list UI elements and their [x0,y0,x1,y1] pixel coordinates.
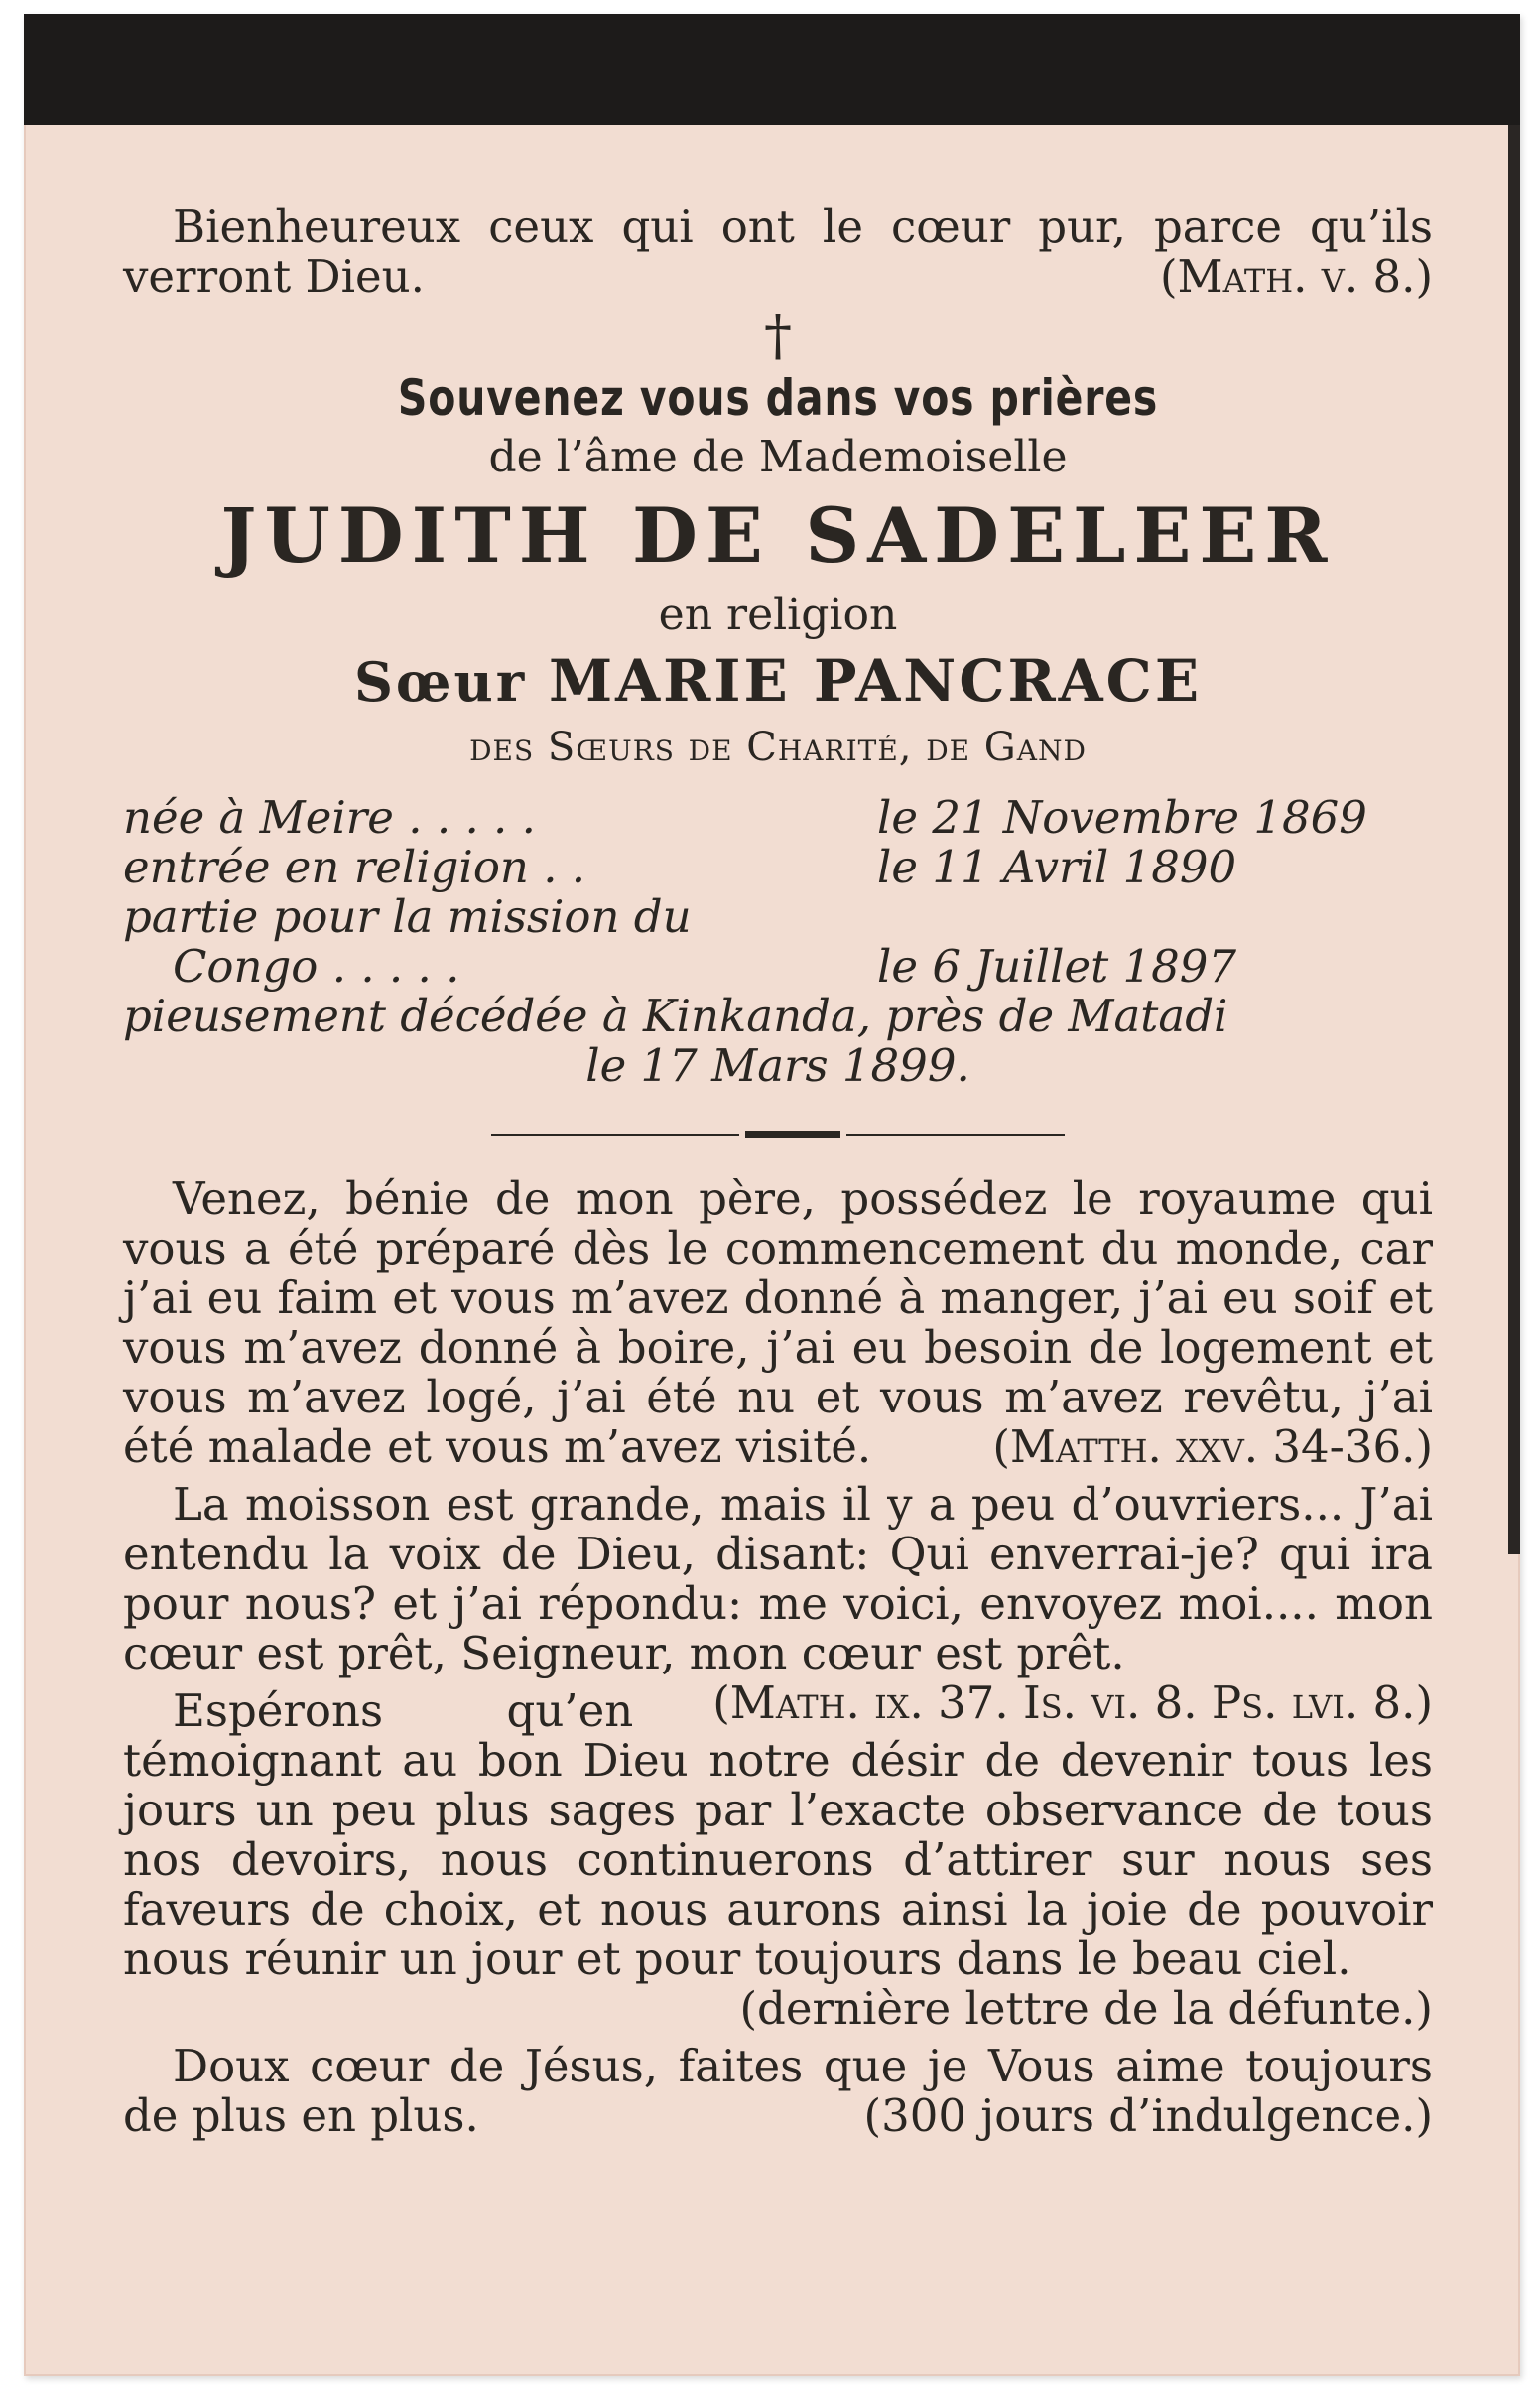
letter-attribution: (dernière lettre de la défunte.) [739,1982,1433,2035]
date-row-religion [123,843,1433,892]
heading: Souvenez vous dans vos prières [397,369,1159,427]
date-value: le 21 Novembre 1869 [877,791,1367,844]
sister-prefix: Sœur [353,650,528,714]
date-row-mission [123,892,1433,942]
date-value [877,892,1433,942]
death-date: le 17 Mars 1899. [585,1039,970,1092]
prayer-paragraph [123,2042,1433,2141]
epigraph-reference: (Math. v. 8.) [1159,250,1433,303]
date-label: née à Meire . . . . . [123,791,536,844]
letter-paragraph [123,1686,1433,1984]
paragraph-text: La moisson est grande, mais il y a peu d’ouvriers... J’ai entendu la voix de Dieu, disant: Qui enverrai-je? qui ira pour nous? et j’ai répondu: me voici, envoyez moi.... mon cœur est prêt, Seigneur, mon cœur est prêt. [123,1478,1433,1679]
epigraph [123,202,1433,302]
subheading: de l’âme de Mademoiselle [488,432,1068,482]
card-edge-border [1508,125,1520,1554]
scripture-paragraph-2 [123,1478,1433,1729]
date-value: le 6 Juillet 1897 [877,940,1236,993]
card-content [123,202,1433,2141]
date-label: entrée en religion . . [123,841,586,893]
religious-order: des Sœurs de Charité, de Gand [469,725,1087,770]
deceased-name: JUDITH DE SADELEER [220,491,1336,580]
date-value: le 11 Avril 1890 [877,841,1237,893]
paragraph-reference: (Math. ix. 37. Is. vi. 8. Ps. lvi. 8.) [712,1676,1433,1729]
indulgence-note: (300 jours d’indulgence.) [863,2089,1433,2142]
memorial-card [24,14,1520,2376]
scripture-paragraph-1 [123,1174,1433,1472]
paragraph-reference: (Matth. xxv. 34-36.) [992,1420,1433,1473]
cross-icon: † [764,304,792,368]
death-line: pieusement décédée à Kinkanda, près de Matadi [123,990,1228,1042]
paragraph-text: Venez, bénie de mon père, possédez le royaume qui vous a été préparé dès le commencement du monde, car j’ai eu faim et vous m’avez donné à manger, j’ai eu soif et vous m’avez donné à boire, j’ai eu besoin de logement et vous m’avez logé, j’ai été nu et vous m’avez revêtu, j’ai été malade et vous m’avez visité. [123,1172,1433,1473]
dates-list [123,793,1433,1091]
black-mourning-band [24,14,1520,125]
date-label: Congo . . . . . [173,940,460,993]
prayer-text: Doux cœur de Jésus, faites que je Vous aime toujours de plus en plus. [123,2040,1433,2142]
religion-label: en religion [658,590,898,640]
sister-name: MARIE PANCRACE [548,647,1203,715]
date-row-birth [123,793,1433,843]
ornamental-divider [123,1131,1433,1138]
religious-name [123,645,1433,718]
date-label: partie pour la mission du [123,890,692,943]
paragraph-text: Espérons qu’en témoignant au bon Dieu notre désir de devenir tous les jours un peu plus sages par l’exacte observance de tous nos devoirs, nous continuerons d’attirer sur nous ses faveurs de choix, et nous aurons ainsi la joie de pouvoir nous réunir un jour et pour toujours dans le beau ciel. [123,1684,1433,1985]
date-row-congo [123,942,1433,992]
epigraph-text: Bienheureux ceux qui ont le cœur pur, parce qu’ils verront Dieu. [123,201,1433,303]
